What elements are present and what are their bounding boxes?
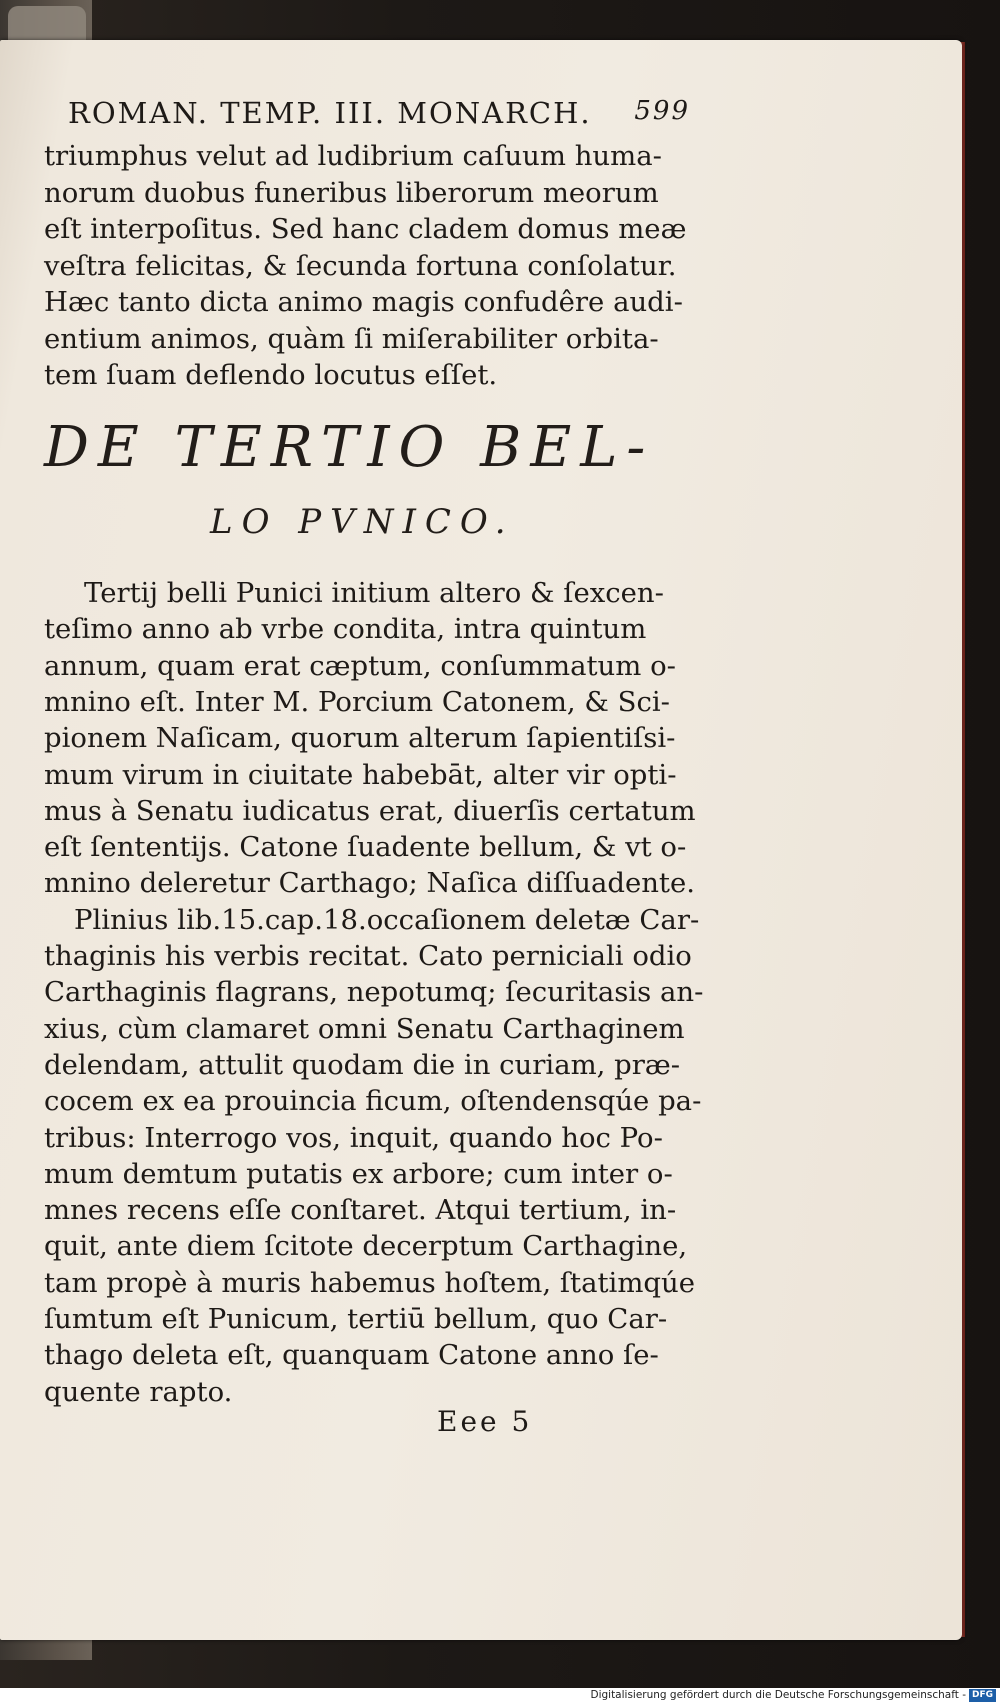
text-line: pionem Naſicam, quorum alterum ſapientiſsi- — [44, 722, 676, 755]
dfg-logo: DFG — [969, 1689, 996, 1702]
text-line: veſtra felicitas, & ſecunda fortuna conſolatur. — [44, 249, 677, 282]
text-line: annum, quam erat cæptum, conſummatum o- — [44, 649, 676, 682]
text-line: cocem ex ea prouincia ficum, oſtendensqúe pa- — [44, 1085, 702, 1118]
section-heading-line-2: LO PVNICO. — [210, 502, 515, 542]
text-line: ſumtum eſt Punicum, tertiū bellum, quo Car- — [44, 1303, 668, 1335]
footer-credit: Digitalisierung gefördert durch die Deutsche Forschungsgemeinschaft - — [590, 1689, 966, 1701]
section-heading-line-1: DE TERTIO BEL- — [44, 415, 655, 480]
text-line: entium animos, quàm ſi miſerabiliter orbita- — [44, 322, 659, 355]
text-line: mnes recens eſſe conſtaret. Atqui tertium, in- — [44, 1194, 677, 1227]
running-head — [68, 96, 688, 136]
page-number: 599 — [634, 96, 690, 126]
text-line: tribus: Interrogo vos, inquit, quando hoc Po- — [44, 1121, 663, 1154]
text-line: Carthaginis flagrans, nepotumq; ſecuritasis an- — [44, 976, 704, 1009]
text-line: tem ſuam deflendo locutus eſſet. — [44, 359, 498, 391]
text-line: norum duobus funeribus liberorum meorum — [44, 176, 659, 209]
text-line: mum virum in ciuitate habebāt, alter vir opti- — [44, 758, 677, 791]
signature-mark: Eee 5 — [437, 1405, 533, 1438]
text-line: tam propè à muris habemus hoſtem, ſtatimqúe — [44, 1266, 696, 1299]
text-line: mum demtum putatis ex arbore; cum inter o- — [44, 1157, 673, 1190]
text-line: triumphus velut ad ludibrium caſuum huma- — [44, 140, 662, 172]
text-line: thaginis his verbis recitat. Cato perniciali odio — [44, 940, 692, 972]
text-line: mnino deleretur Carthago; Naſica diſſuadente. — [44, 867, 696, 900]
text-line: eſt interpoſitus. Sed hanc cladem domus meæ — [44, 213, 687, 245]
text-line: mnino eſt. Inter M. Porcium Catonem, & Sci- — [44, 685, 670, 718]
text-line: teſimo anno ab vrbe condita, intra quintum — [44, 613, 647, 646]
text-line: eſt ſententijs. Catone ſuadente bellum, & vt o- — [44, 831, 687, 864]
text-line: Tertij belli Punici initium altero & ſexcen- — [84, 577, 664, 609]
text-line: quente rapto. — [44, 1375, 233, 1408]
text-line: delendam, attulit quodam die in curiam, præ- — [44, 1048, 681, 1081]
running-head-title: ROMAN. TEMP. III. MONARCH. — [68, 96, 592, 130]
text-line: Plinius lib.15.cap.18.occaſionem deletæ Car- — [74, 903, 700, 936]
text-line: Hæc tanto dicta animo magis confudêre audi- — [44, 286, 683, 318]
text-line: quit, ante diem ſcitote decerptum Carthagine, — [44, 1230, 688, 1263]
text-line: xius, cùm clamaret omni Senatu Carthaginem — [44, 1012, 685, 1045]
text-line: thago deleta eſt, quanquam Catone anno ſe- — [44, 1339, 659, 1372]
text-line: mus à Senatu iudicatus erat, diuerſis certatum — [44, 794, 696, 827]
